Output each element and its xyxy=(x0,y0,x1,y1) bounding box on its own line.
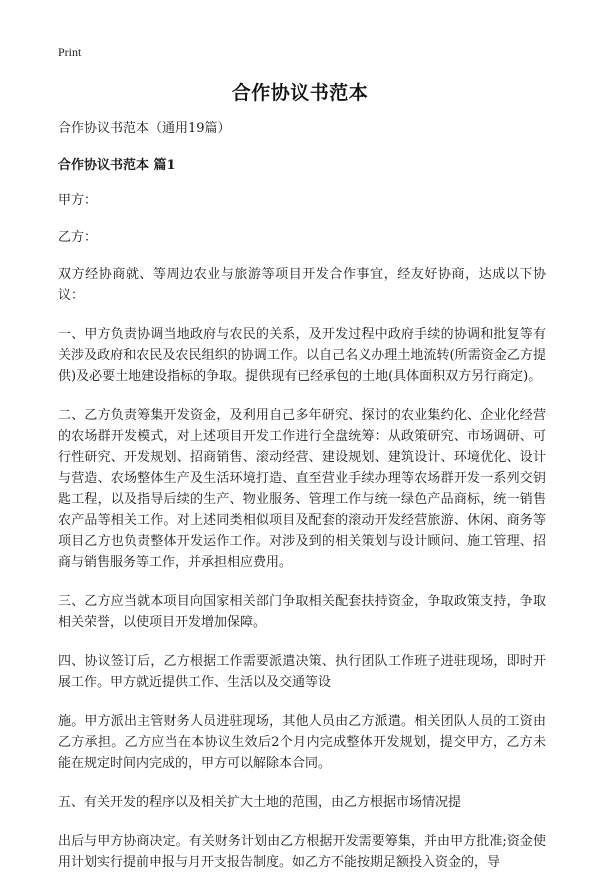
paragraph-clause-1: 一、甲方负责协调当地政府与农民的关系，及开发过程中政府手续的协调和批复等有关涉及政府和农民及农民组织的协调工作。以自己名义办理土地流转(所需资金乙方提供)及必要土地建设指标的争取。提供现有已经承包的土地(具体面积双方另行商定)。 xyxy=(58,327,546,384)
paragraph-clause-2: 二、乙方负责筹集开发资金，及利用自己多年研究、探讨的农业集约化、企业化经营的农场群开发模式，对上述项目开发工作进行全盘统筹：从政策研究、市场调研、可行性研究、开发规划、招商销售、滚动经营、建设规划、建筑设计、环境优化、设计与营造、农场整体生产及生活环境打造、直至营业手续办理等农场群开发一系列交钥匙工程，以及指导后续的生产、物业服务、管理工作与统一绿色产品商标，统一销售农产品等相关工作。对上述同类相似项目及配套的滚动开发经营旅游、休闲、商务等项目乙方也负责整体开发运作工作。对涉及到的相关策划与设计顾问、施工管理、招商与销售服务等工作，并承担相应费用。 xyxy=(58,408,546,570)
paragraph-clause-3: 三、乙方应当就本项目向国家相关部门争取相关配套扶持资金，争取政策支持，争取相关荣誉，以使项目开发增加保障。 xyxy=(58,594,546,630)
paragraph-clause-4-continued: 施。甲方派出主管财务人员进驻现场，其他人员由乙方派遣。相关团队人员的工资由乙方承担。乙方应当在本协议生效后2个月内完成整体开发规划，提交甲方，乙方未能在规定时间内完成的，甲方可以解除本合同。 xyxy=(58,714,546,771)
print-link[interactable]: Print xyxy=(58,45,82,59)
paragraph-clause-5: 五、有关开发的程序以及相关扩大土地的范围，由乙方根据市场情况提 xyxy=(58,795,462,810)
document-body xyxy=(58,118,546,891)
party-a-label: 甲方： xyxy=(58,193,98,208)
document-subtitle: 合作协议书范本（通用19篇） xyxy=(58,121,231,136)
paragraph-clause-5-continued: 出后与甲方协商决定。有关财务计划由乙方根据开发需要筹集，并由甲方批准;资金使用计划实行提前申报与月开支报告制度。如乙方不能按期足额投入资金的，导 xyxy=(58,834,546,870)
section-heading: 合作协议书范本 篇1 xyxy=(58,158,176,173)
document-title: 合作协议书范本 xyxy=(231,82,369,104)
paragraph-clause-4: 四、协议签订后，乙方根据工作需要派遣决策、执行团队工作班子进驻现场，即时开展工作。甲方就近提供工作、生活以及交通等设 xyxy=(58,654,546,690)
party-b-label: 乙方： xyxy=(58,230,98,245)
paragraph-intro: 双方经协商就、等周边农业与旅游等项目开发合作事宜，经友好协商，达成以下协议： xyxy=(58,267,546,303)
